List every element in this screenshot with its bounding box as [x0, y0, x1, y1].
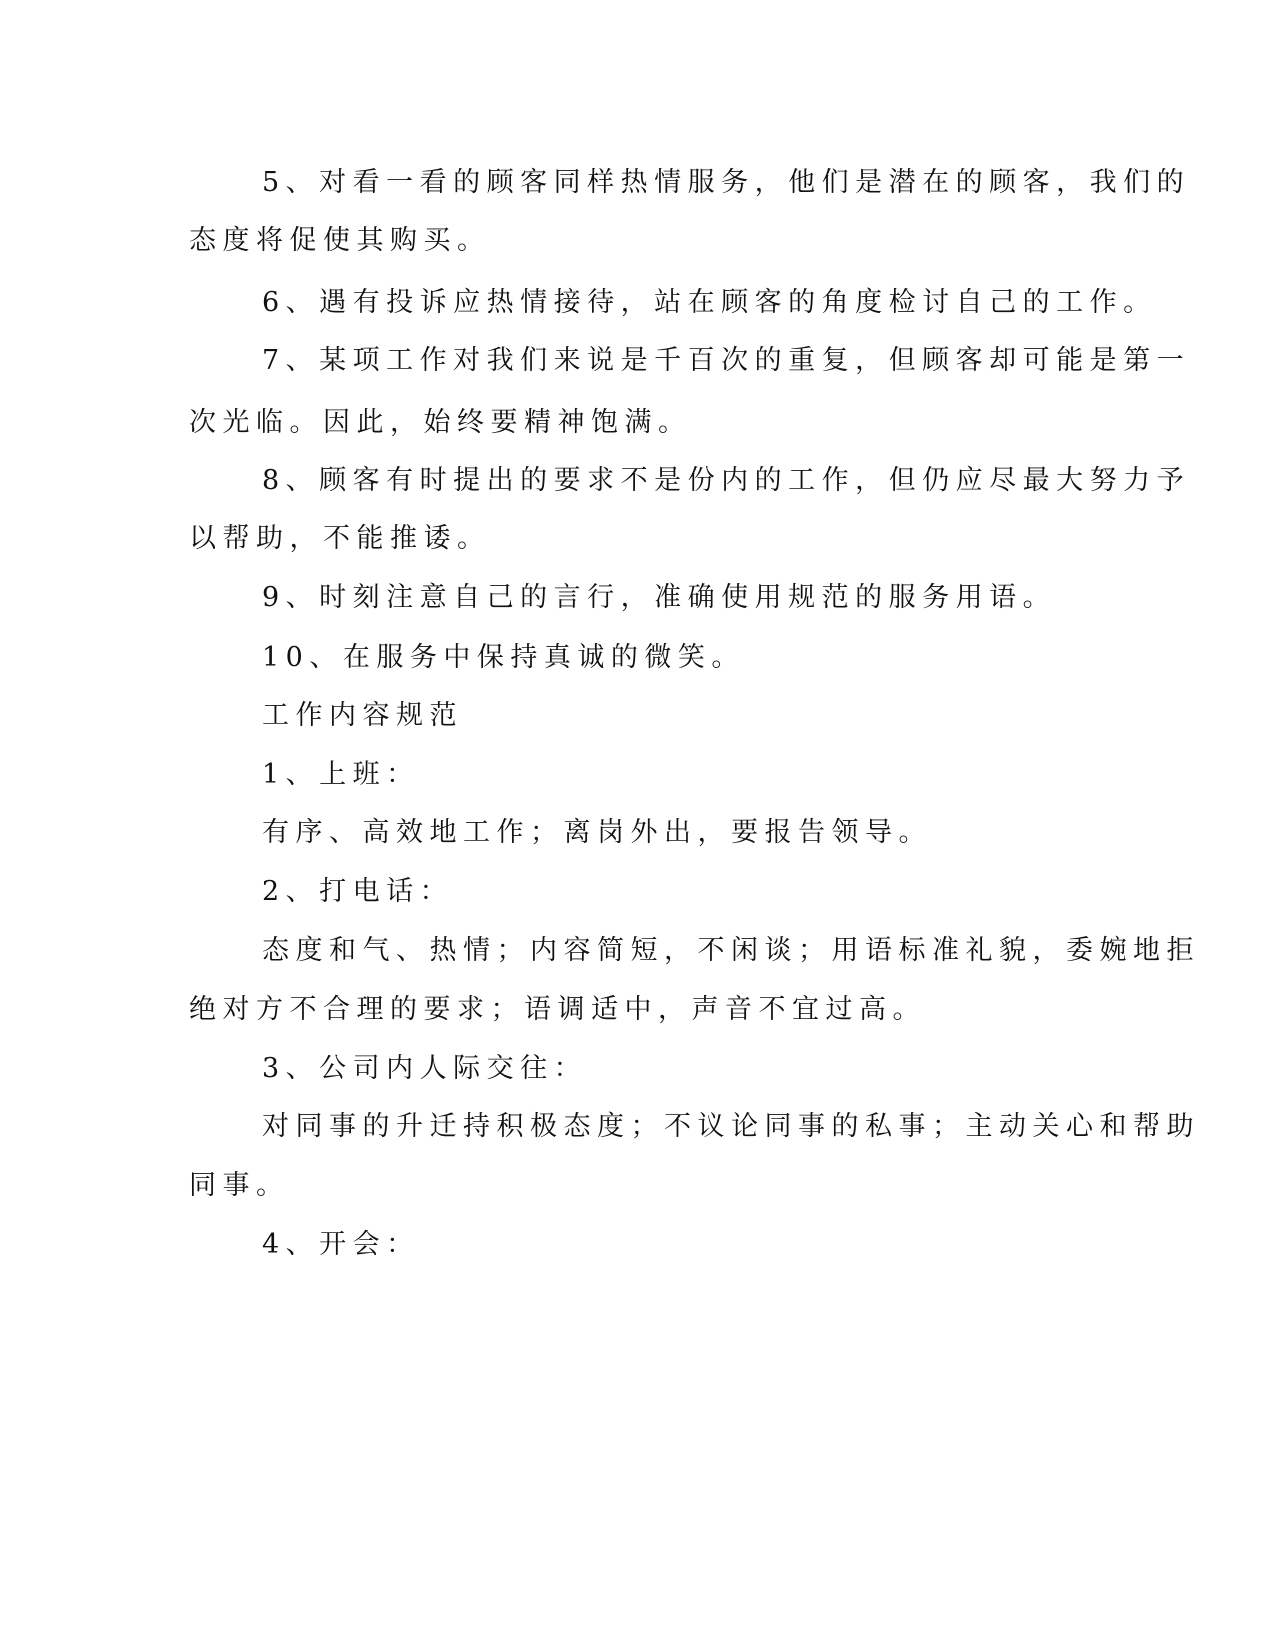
- paragraph-9: 9、时刻注意自己的言行，准确使用规范的服务用语。: [262, 582, 1057, 613]
- paragraph-10: 10、在服务中保持真诚的微笑。: [262, 642, 745, 673]
- item-1-body: 有序、高效地工作；离岗外出，要报告领导。: [262, 817, 932, 848]
- paragraph-7-line-2: 次光临。因此，始终要精神饱满。: [189, 407, 692, 438]
- paragraph-8-line-2: 以帮助，不能推诿。: [189, 523, 491, 554]
- item-3-body-line-1: 对同事的升迁持积极态度；不议论同事的私事；主动关心和帮助: [262, 1111, 1200, 1142]
- item-2-body-line-1: 态度和气、热情；内容简短，不闲谈；用语标准礼貌，委婉地拒: [262, 935, 1200, 966]
- paragraph-7-line-1: 7、某项工作对我们来说是千百次的重复，但顾客却可能是第一: [262, 345, 1191, 376]
- item-1-title: 1、上班：: [262, 759, 420, 790]
- paragraph-6: 6、遇有投诉应热情接待，站在顾客的角度检讨自己的工作。: [262, 287, 1157, 318]
- paragraph-8-line-1: 8、顾客有时提出的要求不是份内的工作，但仍应尽最大努力予: [262, 465, 1191, 496]
- paragraph-5-line-2: 态度将促使其购买。: [189, 225, 491, 256]
- item-2-title: 2、打电话：: [262, 876, 454, 907]
- item-2-body-line-2: 绝对方不合理的要求；语调适中，声音不宜过高。: [189, 994, 926, 1025]
- item-3-body-line-2: 同事。: [189, 1170, 290, 1201]
- section-heading: 工作内容规范: [262, 700, 463, 731]
- item-3-title: 3、公司内人际交往：: [262, 1053, 588, 1084]
- item-4-title: 4、开会：: [262, 1229, 420, 1260]
- paragraph-5-line-1: 5、对看一看的顾客同样热情服务，他们是潜在的顾客，我们的: [262, 167, 1191, 198]
